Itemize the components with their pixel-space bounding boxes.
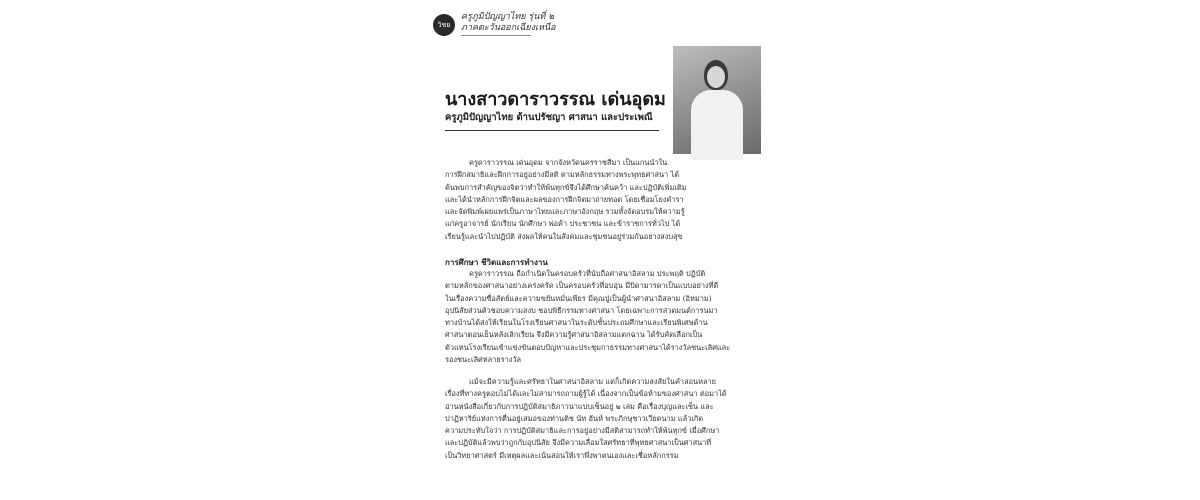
series-title: ครูภูมิปัญญาไทย รุ่นที่ ๒ <box>461 12 555 22</box>
section-heading: การศึกษา ชีวิตและการทำงาน <box>445 257 548 267</box>
portrait-body <box>691 90 743 160</box>
intro-line: ครูดาราวรรณ เด่นอุดม จากจังหวัดนครราชสีมา เป็นแกนนำใน <box>469 158 668 167</box>
body-line: เป็นวิทยาศาสตร์ มีเหตุผลและเน้นสอนให้เราพึ่งพาตนเองและเชื่อหลักกรรม <box>445 450 679 460</box>
intro-line: ค้นพบการสำคัญของจิตว่าทำให้พ้นทุกข์จึงได้ศึกษาค้นคว้า และปฏิบัติเพิ่มเติม <box>445 182 687 192</box>
intro-line: แก่ครูอาจารย์ นักเรียน นักศึกษา พ่อค้า ประชาชน และข้าราชการทั่วไป ได้ <box>445 219 681 229</box>
body-line: ตามหลักของศาสนาอย่างเคร่งครัด เป็นครอบครัวที่อบอุ่น มีบิดามารดาเป็นแบบอย่างที่ดี <box>445 281 719 291</box>
body-line: อุปนิสัยส่วนตัวชอบความสงบ ชอบพิธีกรรมทางศาสนา โดยเฉพาะการสวดมนต์การนมา <box>445 305 718 315</box>
page-number: วิชย <box>437 20 451 29</box>
series-region: ภาคตะวันออกเฉียงเหนือ <box>461 23 556 33</box>
body-line: ตัวแทนโรงเรียนเข้าแข่งขันตอบปัญหาและประชุมกาธรรมทางศาสนาได้รางวัลชนะเลิศและ <box>445 342 731 352</box>
intro-line: และจัดพิมพ์เผยแพร่เป็นภาษาไทยและภาษาอังกฤษ รวมทั้งจัดอบรมให้ความรู้ <box>445 207 685 217</box>
page-number-badge <box>433 14 455 36</box>
intro-line: เรียนรู้และนำไปปฏิบัติ ส่งผลให้คนในสังคมและชุมชนอยู่ร่วมกันอย่างสงบสุข <box>445 231 683 241</box>
portrait-photo <box>673 46 761 154</box>
portrait-face <box>707 66 725 88</box>
body-line: ศาสนาตอนเย็นหลังเลิกเรียน จึงมีความรู้ศาสนาอิสลามแตกฉาน ได้รับคัดเลือกเป็น <box>445 330 703 340</box>
header-divider <box>461 35 531 36</box>
body-paragraph-1 <box>445 268 731 366</box>
profile-name: นางสาวดาราวรรณ เด่นอุดม <box>445 89 666 110</box>
body-line: ทางบ้านได้ส่งให้เรียนในโรงเรียนศาสนาในระดับชั้นประถมศึกษาและเรียนพิเศษด้าน <box>445 318 708 328</box>
body-line: เรื่องที่ทางครูตอบไม่ได้และไม่สามารถถามผู้รู้ได้ เนื่องจากเป็นข้อห้ามของศาสนา ต่อมาได้ <box>445 389 727 399</box>
body-line: ปาฏิหาริย์แห่งการตื่นอยู่เสมอของท่านติช นัท ฮันห์ พระภิกษุชาวเวียดนาม แล้วเกิด <box>445 413 704 423</box>
body-line: รองชนะเลิศหลายรางวัล <box>445 355 522 365</box>
title-divider <box>445 130 659 131</box>
series-header <box>461 12 556 34</box>
intro-line: และได้นำหลักการฝึกจิตและผลของการฝึกจิตมาถ่ายทอด โดยเชื่อมโยงคำรา <box>445 194 684 204</box>
body-line: ครูดาราวรรณ ถือกำเนิดในครอบครัวที่นับถือศาสนาอิสลาม ประพฤติ ปฏิบัติ <box>469 269 706 278</box>
intro-paragraph <box>445 157 687 243</box>
body-line: ความประทับใจว่า การปฏิบัติสมาธิและการอยู่อย่างมีสติสามารถทำให้พ้นทุกข์ เมื่อศึกษา <box>445 426 720 436</box>
profile-subtitle: ครูภูมิปัญญาไทย ด้านปรัชญา ศาสนา และประเพณี <box>445 112 653 123</box>
body-paragraph-2 <box>445 376 727 462</box>
body-line: อ่านหนังสือเกี่ยวกับการปฏิบัติสมาธิภาวนาแบบเซ็นอยู่ ๒ เล่ม คือเรื่องบุญและเซ็น และ <box>445 401 714 411</box>
body-line: และปฏิบัติแล้วพบว่าถูกกับอุปนิสัย จึงมีความเลื่อมใสศรัทธาที่พุทธศาสนาเป็นศาสนาที่ <box>445 438 712 448</box>
body-line: แม้จะมีความรู้และศรัทธาในศาสนาอิสลาม แต่ก็เกิดความสงสัยในคำสอนหลาย <box>469 377 716 386</box>
intro-line: การฝึกสมาธิและฝึกการอยู่อย่างมีสติ ตามหลักธรรมทางพระพุทธศาสนา ได้ <box>445 170 680 180</box>
body-line: ในเรื่องความซื่อสัตย์และความขยันหมั่นเพียร มีคุณปู่เป็นผู้นำศาสนาอิสลาม (อิหม่าม) <box>445 293 712 303</box>
